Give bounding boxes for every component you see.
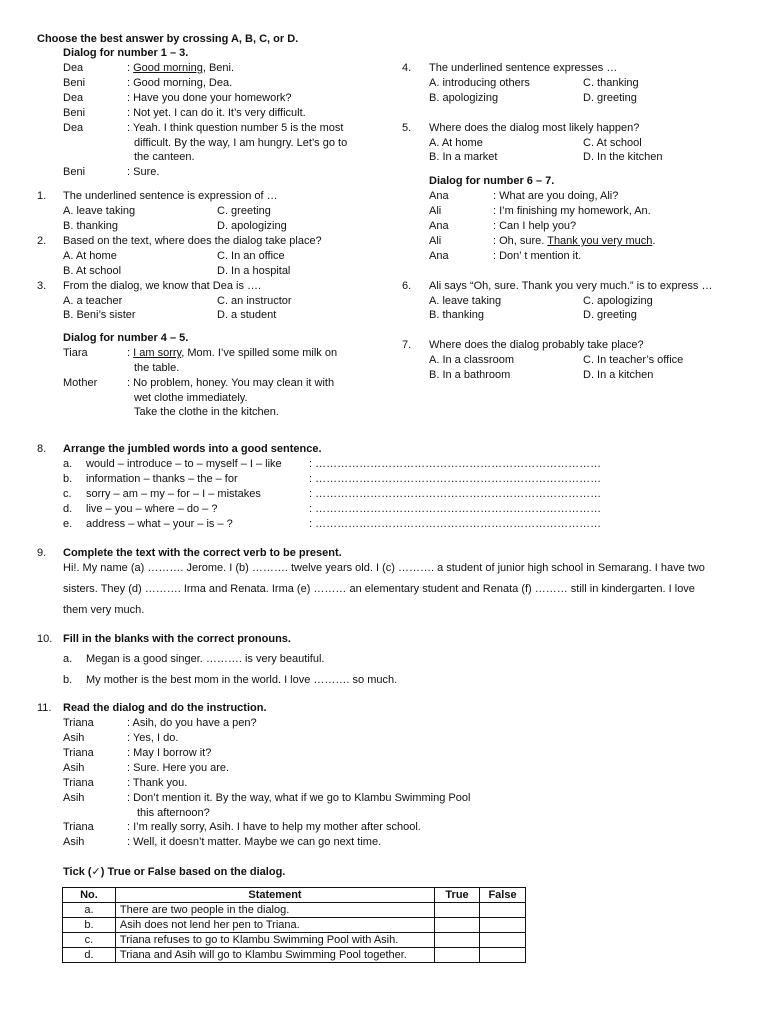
dialog1-speaker: Dea [63,92,84,104]
option-d: D. a student [217,309,277,321]
question-number: 4. [402,62,412,74]
tick-instruction: Tick (✓) True or False based on the dialog. [63,865,286,878]
table-row [63,903,526,918]
question-title: Arrange the jumbled words into a good sentence. [63,443,322,455]
false-cell[interactable] [480,933,526,948]
dialog4-line: : I’m really sorry, Asih. I have to help my mother after school. [127,821,421,833]
dialog1-speaker: Beni [63,107,86,119]
dialog2-line: the table. [134,362,180,374]
cloze-text-line: Hi!. My name (a) ………. Jerome. I (b) ………. twelve years old. I (c) ………. a student of junior high school in Semarang. I have two [63,562,705,574]
dialog1-speaker: Beni [63,166,86,178]
dialog1-line: : Have you done your homework? [127,92,292,104]
jumbled-words: sorry – am – my – for – I – mistakes [86,488,261,500]
question-number: 10. [37,633,53,645]
item-letter: b. [63,473,73,485]
option-c: C. thanking [583,77,639,89]
dialog1-speaker: Beni [63,77,86,89]
column-header-false: False [480,888,526,903]
row-statement: Triana and Asih will go to Klambu Swimming Pool together. [115,948,434,963]
question-number: 8. [37,443,47,455]
answer-blank[interactable]: : …………………………………………………………………… [309,518,602,530]
option-a: A. leave taking [63,205,136,217]
jumbled-words: information – thanks – the – for [86,473,238,485]
option-c: C. apologizing [583,295,653,307]
dialog1-line-1: : Good morning, Beni. [127,62,235,74]
cloze-text-line: sisters. They (d) ………. Irma and Renata. Irma (e) ……… an elementary student and Renata (f) ……… still in kindergarten. I love [63,583,695,595]
true-cell[interactable] [435,903,480,918]
answer-blank[interactable]: : …………………………………………………………………… [309,503,602,515]
dialog3-speaker: Ali [429,205,442,217]
question-text: Where does the dialog most likely happen? [429,122,640,134]
dialog2-speaker: Mother [63,377,98,389]
option-b: B. thanking [63,220,119,232]
dialog4-line: : Thank you. [127,777,188,789]
column-header-statement: Statement [115,888,434,903]
dialog3-speaker: Ali [429,235,442,247]
question-title: Fill in the blanks with the correct pronouns. [63,633,291,645]
row-statement: There are two people in the dialog. [115,903,434,918]
question-text: The underlined sentence is expression of … [63,190,278,202]
table-row [63,918,526,933]
question-number: 6. [402,280,412,292]
false-cell[interactable] [480,948,526,963]
option-d: D. In a kitchen [583,369,654,381]
dialog3-line: : Don’ t mention it. [493,250,582,262]
dialog1-line: : Not yet. I can do it. It’s very difficult. [127,107,306,119]
option-a: A. In a classroom [429,354,514,366]
option-b: B. In a bathroom [429,369,511,381]
instruction-heading: Choose the best answer by crossing A, B, C, or D. [37,33,299,45]
dialog3-line: : I’m finishing my homework, An. [493,205,651,217]
pronoun-sentence: Megan is a good singer. ………. is very beautiful. [86,653,325,665]
option-c: C. In an office [217,250,285,262]
dialog4-line: : Yes, I do. [127,732,179,744]
option-c: C. greeting [217,205,271,217]
option-b: B. At school [63,265,122,277]
dialog4-line: : Well, it doesn’t matter. Maybe we can go next time. [127,836,382,848]
item-letter: a. [63,653,73,665]
dialog4-line: : Don’t mention it. By the way, what if we go to Klambu Swimming Pool [127,792,471,804]
row-number: b. [63,918,116,933]
question-text: The underlined sentence expresses … [429,62,618,74]
dialog4-speaker: Triana [63,821,94,833]
dialog1-line: : Good morning, Dea. [127,77,233,89]
column-header-no: No. [63,888,116,903]
option-d: D. In the kitchen [583,151,663,163]
row-number: a. [63,903,116,918]
option-b: B. Beni’s sister [63,309,136,321]
jumbled-words: address – what – your – is – ? [86,518,233,530]
dialog2-line-1: : I am sorry, Mom. I’ve spilled some milk on [127,347,338,359]
row-statement: Asih does not lend her pen to Triana. [115,918,434,933]
false-cell[interactable] [480,918,526,933]
row-statement: Triana refuses to go to Klambu Swimming Pool with Asih. [115,933,434,948]
question-text: Where does the dialog probably take place? [429,339,644,351]
dialog1-title: Dialog for number 1 – 3. [63,47,189,59]
dialog2-line: wet clothe immediately. [134,392,248,404]
answer-blank[interactable]: : …………………………………………………………………… [309,473,602,485]
dialog1-speaker: Dea [63,62,84,74]
option-c: C. In teacher’s office [583,354,684,366]
dialog4-line: : Sure. Here you are. [127,762,230,774]
dialog2-line: Take the clothe in the kitchen. [134,406,279,418]
option-a: A. At home [63,250,117,262]
question-text: From the dialog, we know that Dea is …. [63,280,262,292]
dialog4-line: : Asih, do you have a pen? [127,717,257,729]
item-letter: b. [63,674,73,686]
option-b: B. apologizing [429,92,499,104]
item-letter: a. [63,458,73,470]
dialog4-speaker: Asih [63,762,85,774]
table-header-row [63,888,526,903]
dialog4-speaker: Asih [63,792,85,804]
underlined-expression: Good morning [133,62,203,74]
jumbled-words: would – introduce – to – myself – I – like [86,458,282,470]
dialog3-speaker: Ana [429,190,449,202]
underlined-expression: I am sorry [133,347,182,359]
option-a: A. leave taking [429,295,502,307]
dialog4-speaker: Triana [63,747,94,759]
answer-blank[interactable]: : …………………………………………………………………… [309,458,602,470]
question-title: Read the dialog and do the instruction. [63,702,267,714]
dialog1-speaker: Dea [63,122,84,134]
option-d: D. In a hospital [217,265,291,277]
dialog4-speaker: Triana [63,777,94,789]
checkmark-icon: ✓ [91,865,101,878]
question-number: 11. [37,702,52,714]
column-header-true: True [435,888,480,903]
option-a: A. At home [429,137,483,149]
dialog1-line: : Sure. [127,166,160,178]
false-cell[interactable] [480,903,526,918]
dialog2-title: Dialog for number 4 – 5. [63,332,189,344]
table-row [63,948,526,963]
jumbled-words: live – you – where – do – ? [86,503,218,515]
dialog1-line: the canteen. [134,151,195,163]
item-letter: d. [63,503,73,515]
dialog4-speaker: Asih [63,732,85,744]
dialog3-speaker: Ana [429,250,449,262]
true-false-table [62,887,526,963]
dialog4-line: this afternoon? [137,807,210,819]
question-text: Based on the text, where does the dialog take place? [63,235,322,247]
question-number: 2. [37,235,47,247]
option-c: C. an instructor [217,295,292,307]
answer-blank[interactable]: : …………………………………………………………………… [309,488,602,500]
true-cell[interactable] [435,948,480,963]
row-number: c. [63,933,116,948]
dialog4-speaker: Asih [63,836,85,848]
item-letter: c. [63,488,72,500]
question-number: 9. [37,547,47,559]
question-text: Ali says “Oh, sure. Thank you very much.” is to express … [429,280,713,292]
dialog4-line: : May I borrow it? [127,747,212,759]
dialog2-speaker: Tiara [63,347,88,359]
pronoun-sentence: My mother is the best mom in the world. I love ………. so much. [86,674,398,686]
option-b: B. In a market [429,151,498,163]
question-number: 3. [37,280,47,292]
option-d: D. greeting [583,92,637,104]
option-a: A. introducing others [429,77,530,89]
question-number: 1. [37,190,47,202]
dialog3-line: : What are you doing, Ali? [493,190,619,202]
dialog4-speaker: Triana [63,717,94,729]
item-letter: e. [63,518,73,530]
true-cell[interactable] [435,933,480,948]
underlined-expression: Thank you very much [547,235,653,247]
dialog3-title: Dialog for number 6 – 7. [429,175,555,187]
cloze-text-line: them very much. [63,604,145,616]
question-title: Complete the text with the correct verb to be present. [63,547,342,559]
table-row [63,933,526,948]
dialog3-line-4: : Oh, sure. Thank you very much. [493,235,656,247]
option-a: A. a teacher [63,295,123,307]
option-b: B. thanking [429,309,485,321]
dialog2-line: : No problem, honey. You may clean it with [127,377,335,389]
question-number: 5. [402,122,412,134]
dialog1-line: : Yeah. I think question number 5 is the most [127,122,344,134]
option-d: D. apologizing [217,220,287,232]
row-number: d. [63,948,116,963]
question-number: 7. [402,339,412,351]
option-d: D. greeting [583,309,637,321]
option-c: C. At school [583,137,642,149]
dialog3-line: : Can I help you? [493,220,577,232]
true-cell[interactable] [435,918,480,933]
dialog1-line: difficult. By the way, I am hungry. Let’s go to [134,137,348,149]
dialog3-speaker: Ana [429,220,449,232]
